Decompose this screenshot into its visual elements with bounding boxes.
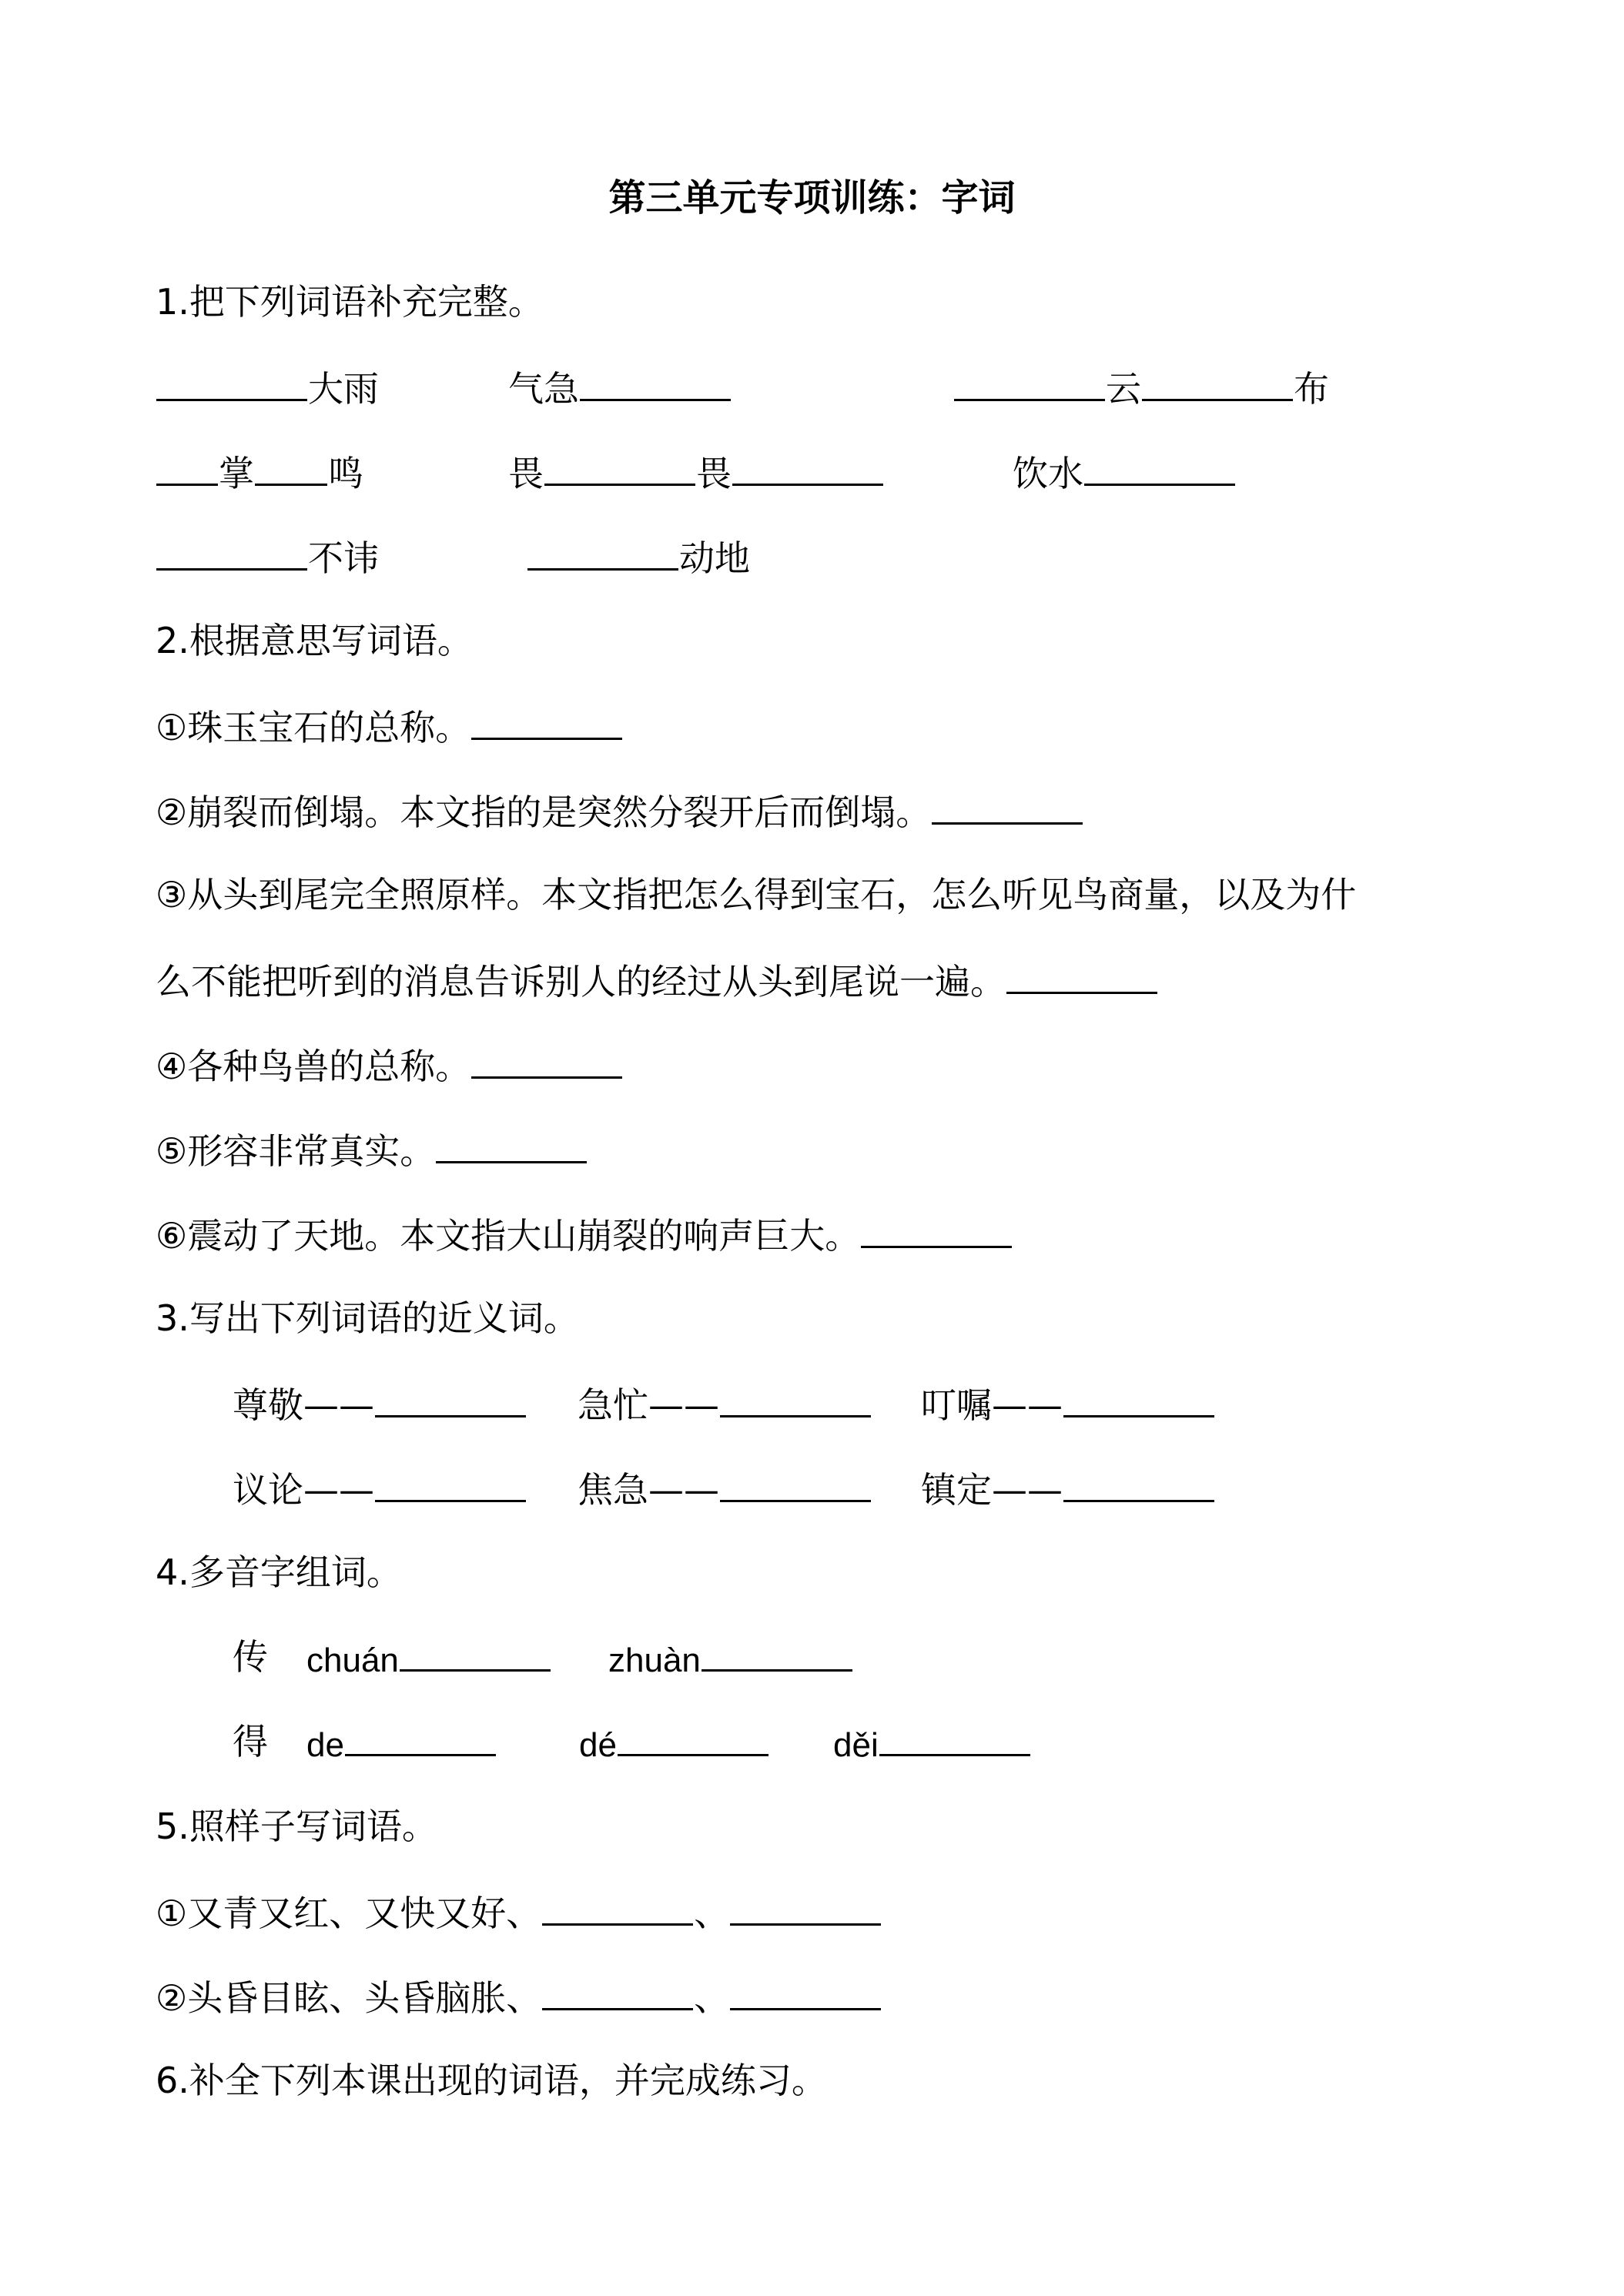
word-part: 云 [1106,368,1141,410]
answer-blank[interactable] [156,440,218,486]
pinyin-label: de [306,1726,344,1764]
polyphone-char: 得 [233,1721,268,1762]
q1-row-2 [0,440,1624,502]
answer-blank[interactable] [1006,949,1157,994]
q5-item [0,1965,1624,2027]
answer-blank[interactable] [375,1372,526,1417]
q3-row-2 [0,1457,1624,1518]
q3-heading: 3.写出下列词语的近义词。 [156,1297,579,1339]
word-part: 不讳 [308,537,379,579]
q4-heading: 4.多音字组词。 [156,1551,402,1593]
q4-row-1 [0,1626,1624,1688]
q2-heading: 2.根据意思写词语。 [156,620,473,661]
answer-blank[interactable] [618,1711,768,1756]
q2-item-continued [0,949,1624,1010]
answer-blank[interactable] [702,1626,852,1672]
q5-heading: 5.照样子写词语。 [156,1806,437,1847]
q4-heading-line [0,1541,1624,1603]
answer-blank[interactable] [730,1880,881,1926]
page-title: 第三单元专项训练：字词 [608,176,1016,219]
q1-row-1 [0,356,1624,417]
answer-blank[interactable] [542,1965,693,2010]
q2-item-text: 么不能把听到的消息告诉别人的经过从头到尾说一遍。 [156,961,1006,1002]
answer-blank[interactable] [375,1457,526,1502]
word-part: 布 [1294,368,1329,410]
word-part: 动地 [679,537,750,579]
q2-item-text: ④各种鸟兽的总称。 [156,1046,471,1087]
answer-blank[interactable] [436,1118,587,1163]
answer-blank[interactable] [345,1711,496,1756]
word-part: 气急 [508,368,579,410]
q2-item-text: ⑥震动了天地。本文指大山崩裂的响声巨大。 [156,1215,861,1257]
word-part: 大雨 [308,368,379,410]
answer-blank[interactable] [471,694,622,740]
q1-row-3 [0,525,1624,587]
synonym-prompt: 镇定—— [921,1469,1063,1511]
answer-blank[interactable] [879,1711,1030,1756]
answer-blank[interactable] [156,356,307,401]
answer-blank[interactable] [730,1965,881,2010]
answer-blank[interactable] [1142,356,1293,401]
q3-row-1 [0,1372,1624,1434]
answer-blank[interactable] [720,1372,871,1417]
synonym-prompt: 叮嘱—— [921,1384,1063,1426]
q6-heading-line [0,2050,1624,2111]
answer-blank[interactable] [1084,440,1235,486]
word-part: 鸣 [328,453,363,494]
q2-item [0,1033,1624,1095]
synonym-prompt: 急忙—— [578,1384,719,1426]
q2-item-text: ②崩裂而倒塌。本文指的是突然分裂开后而倒塌。 [156,792,932,833]
q2-item-text: ⑤形容非常真实。 [156,1130,436,1172]
q2-item-text: ①珠玉宝石的总称。 [156,707,471,748]
word-part: 畏 [696,453,732,494]
answer-blank[interactable] [732,440,883,486]
answer-blank[interactable] [580,356,731,401]
q3-heading-line [0,1287,1624,1349]
q5-item-text: ①又青又红、又快又好、 [156,1893,542,1934]
q1-heading-line [0,271,1624,333]
q2-item [0,1118,1624,1180]
polyphone-char: 传 [233,1636,268,1678]
synonym-prompt: 尊敬—— [233,1384,374,1426]
q2-item-text: ③从头到尾完全照原样。本文指把怎么得到宝石，怎么听见鸟商量，以及为什 [156,874,1357,915]
answer-blank[interactable] [542,1880,693,1926]
answer-blank[interactable] [720,1457,871,1502]
answer-blank[interactable] [471,1033,622,1079]
pinyin-label: děi [833,1726,879,1764]
answer-blank[interactable] [544,440,695,486]
pinyin-label: dé [579,1726,617,1764]
answer-blank[interactable] [1063,1372,1214,1417]
q5-heading-line [0,1796,1624,1857]
q6-heading: 6.补全下列本课出现的词语，并完成练习。 [156,2060,827,2101]
answer-blank[interactable] [400,1626,551,1672]
q2-item [0,1203,1624,1264]
q2-item [0,779,1624,841]
separator: 、 [694,1893,730,1934]
q5-item-text: ②头昏目眩、头昏脑胀、 [156,1977,542,2019]
q2-item [0,694,1624,756]
pinyin-label: zhuàn [608,1642,701,1679]
answer-blank[interactable] [527,525,678,571]
q2-heading-line [0,610,1624,671]
separator: 、 [694,1977,730,2019]
synonym-prompt: 议论—— [233,1469,374,1511]
answer-blank[interactable] [932,779,1083,825]
synonym-prompt: 焦急—— [578,1469,719,1511]
answer-blank[interactable] [255,440,327,486]
q5-item [0,1880,1624,1942]
answer-blank[interactable] [1063,1457,1214,1502]
answer-blank[interactable] [954,356,1105,401]
q2-item [0,864,1624,925]
word-part: 畏 [508,453,544,494]
pinyin-label: chuán [306,1642,399,1679]
q4-row-2 [0,1711,1624,1772]
word-part: 掌 [219,453,254,494]
answer-blank[interactable] [156,525,307,571]
q1-heading: 1.把下列词语补充完整。 [156,281,544,323]
word-part: 饮水 [1013,453,1083,494]
answer-blank[interactable] [861,1203,1012,1248]
